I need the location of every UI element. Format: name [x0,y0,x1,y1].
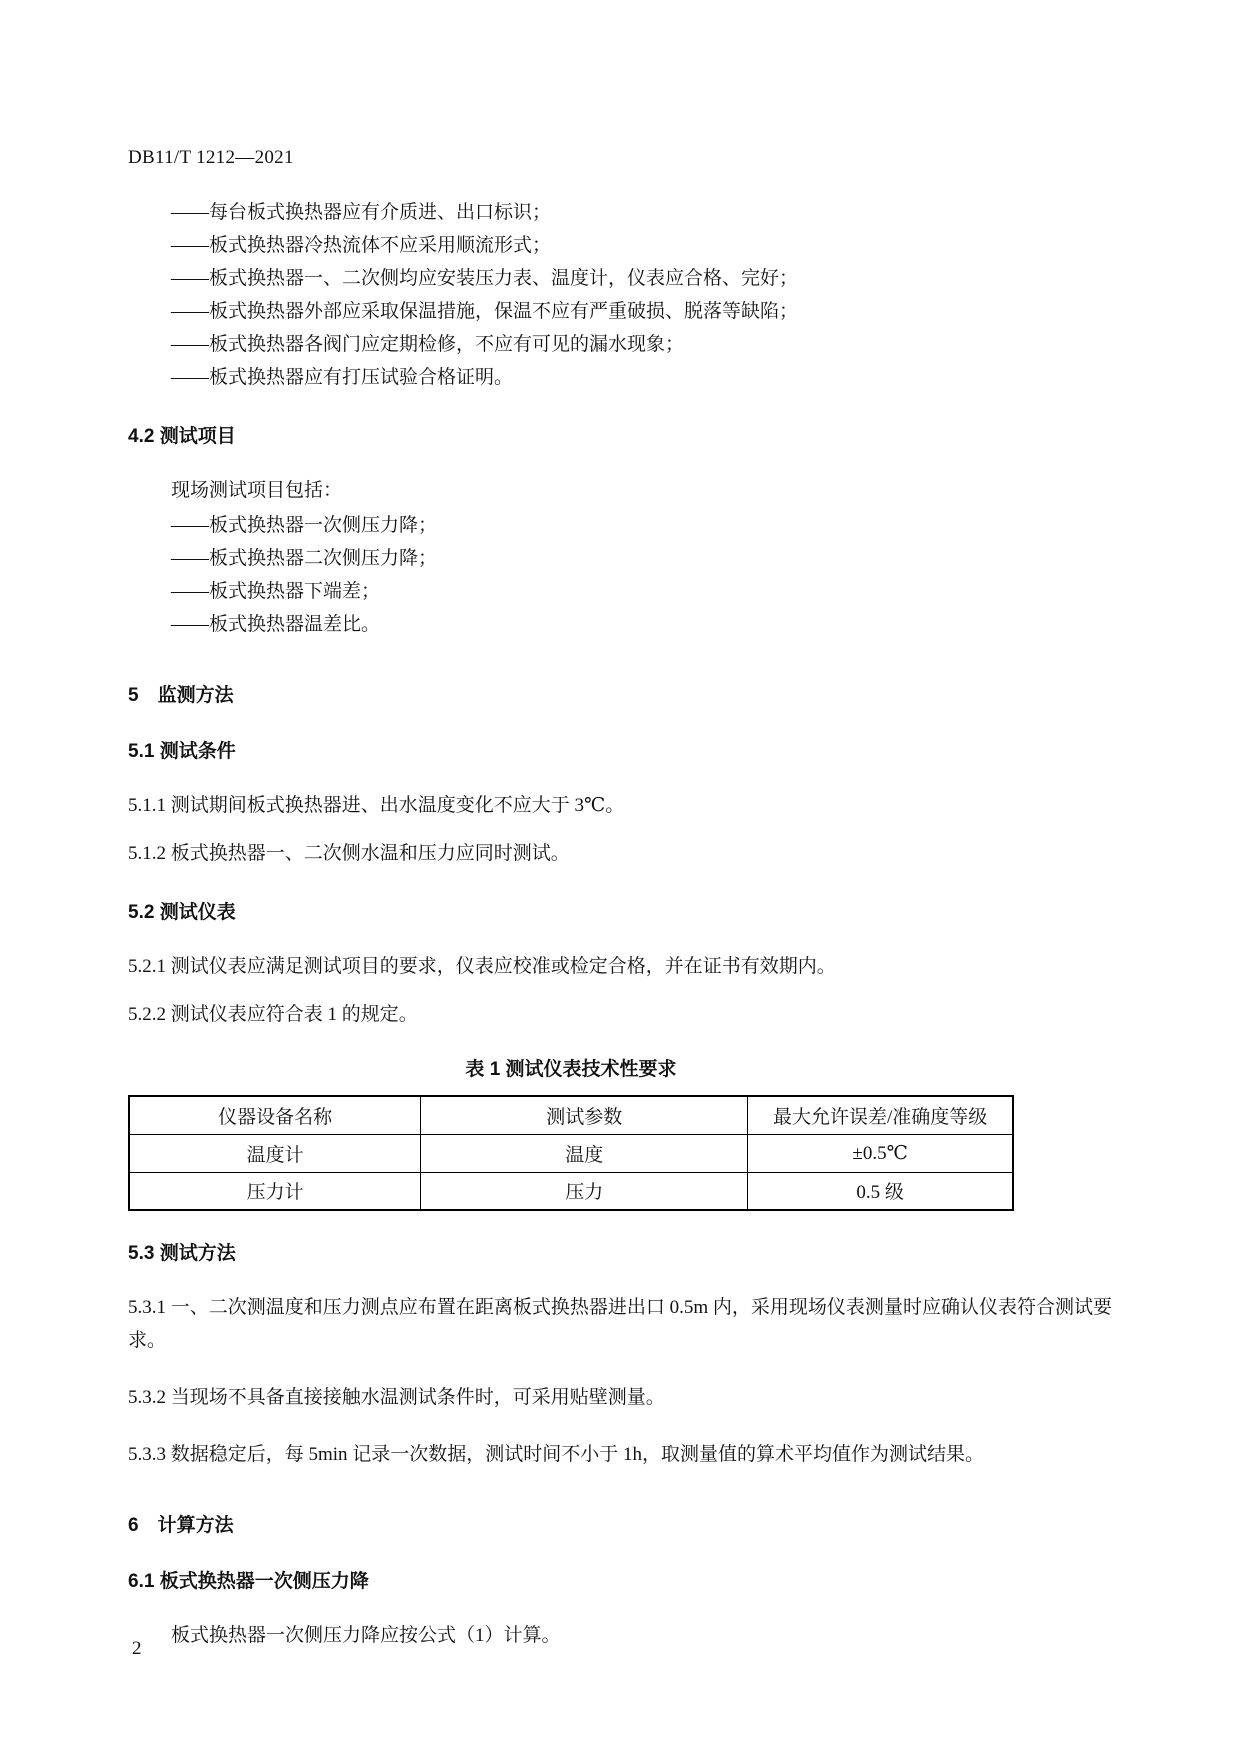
table-cell: 压力 [421,1172,748,1210]
paragraph-5-1-2: 5.1.2 板式换热器一、二次侧水温和压力应同时测试。 [128,843,570,864]
table-header-row [129,1096,1013,1134]
paragraph-5-2-1: 5.2.1 测试仪表应满足测试项目的要求，仪表应校准或检定合格，并在证书有效期内。 [128,956,836,977]
table-cell: 压力计 [129,1172,421,1210]
list-item: ——板式换热器下端差； [171,581,381,602]
table-cell: ±0.5℃ [748,1134,1013,1172]
paragraph-4-2-intro: 现场测试项目包括： [171,480,343,501]
list-item: ——板式换热器冷热流体不应采用顺流形式； [171,235,552,256]
list-item: ——板式换热器二次侧压力降； [171,548,438,569]
paragraph-6-1: 板式换热器一次侧压力降应按公式（1）计算。 [171,1625,561,1646]
list-item: ——板式换热器外部应采取保温措施，保温不应有严重破损、脱落等缺陷； [171,301,799,322]
table-cell: 0.5 级 [748,1172,1013,1210]
list-item: ——每台板式换热器应有介质进、出口标识； [171,202,552,223]
table-caption: 表 1 测试仪表技术性要求 [465,1059,677,1080]
test-item-list [128,509,1112,641]
table-row [129,1172,1013,1210]
heading-6: 6 计算方法 [128,1515,234,1536]
page-number: 2 [132,1638,142,1659]
column-header: 测试参数 [421,1096,748,1134]
list-item: ——板式换热器一、二次侧均应安装压力表、温度计，仪表应合格、完好； [171,268,799,289]
table-cell: 温度 [421,1134,748,1172]
instrument-table [128,1095,1014,1211]
heading-5: 5 监测方法 [128,685,234,706]
paragraph-5-3-3: 5.3.3 数据稳定后，每 5min 记录一次数据，测试时间不小于 1h，取测量值的算术平均值作为测试结果。 [128,1444,985,1465]
list-item: ——板式换热器一次侧压力降； [171,515,438,536]
table-row [129,1134,1013,1172]
paragraph-5-3-1: 5.3.1 一、二次测温度和压力测点应布置在距离板式换热器进出口 0.5m 内，采用现场仪表测量时应确认仪表符合测试要求。 [128,1297,1112,1351]
heading-5-3: 5.3 测试方法 [128,1243,236,1264]
heading-5-1: 5.1 测试条件 [128,741,236,762]
doc-number: DB11/T 1212—2021 [128,147,294,168]
column-header: 最大允许误差/准确度等级 [748,1096,1013,1134]
heading-5-2: 5.2 测试仪表 [128,902,236,923]
column-header: 仪器设备名称 [129,1096,421,1134]
paragraph-5-2-2: 5.2.2 测试仪表应符合表 1 的规定。 [128,1004,418,1025]
paragraph-5-3-2: 5.3.2 当现场不具备直接接触水温测试条件时，可采用贴壁测量。 [128,1387,665,1408]
heading-4-2: 4.2 测试项目 [128,426,236,447]
heading-6-1: 6.1 板式换热器一次侧压力降 [128,1571,369,1592]
paragraph-5-1-1: 5.1.1 测试期间板式换热器进、出水温度变化不应大于 3℃。 [128,795,625,816]
clause-list [128,196,1112,394]
list-item: ——板式换热器温差比。 [171,614,381,635]
list-item: ——板式换热器应有打压试验合格证明。 [171,367,514,388]
list-item: ——板式换热器各阀门应定期检修，不应有可见的漏水现象； [171,334,685,355]
table-cell: 温度计 [129,1134,421,1172]
